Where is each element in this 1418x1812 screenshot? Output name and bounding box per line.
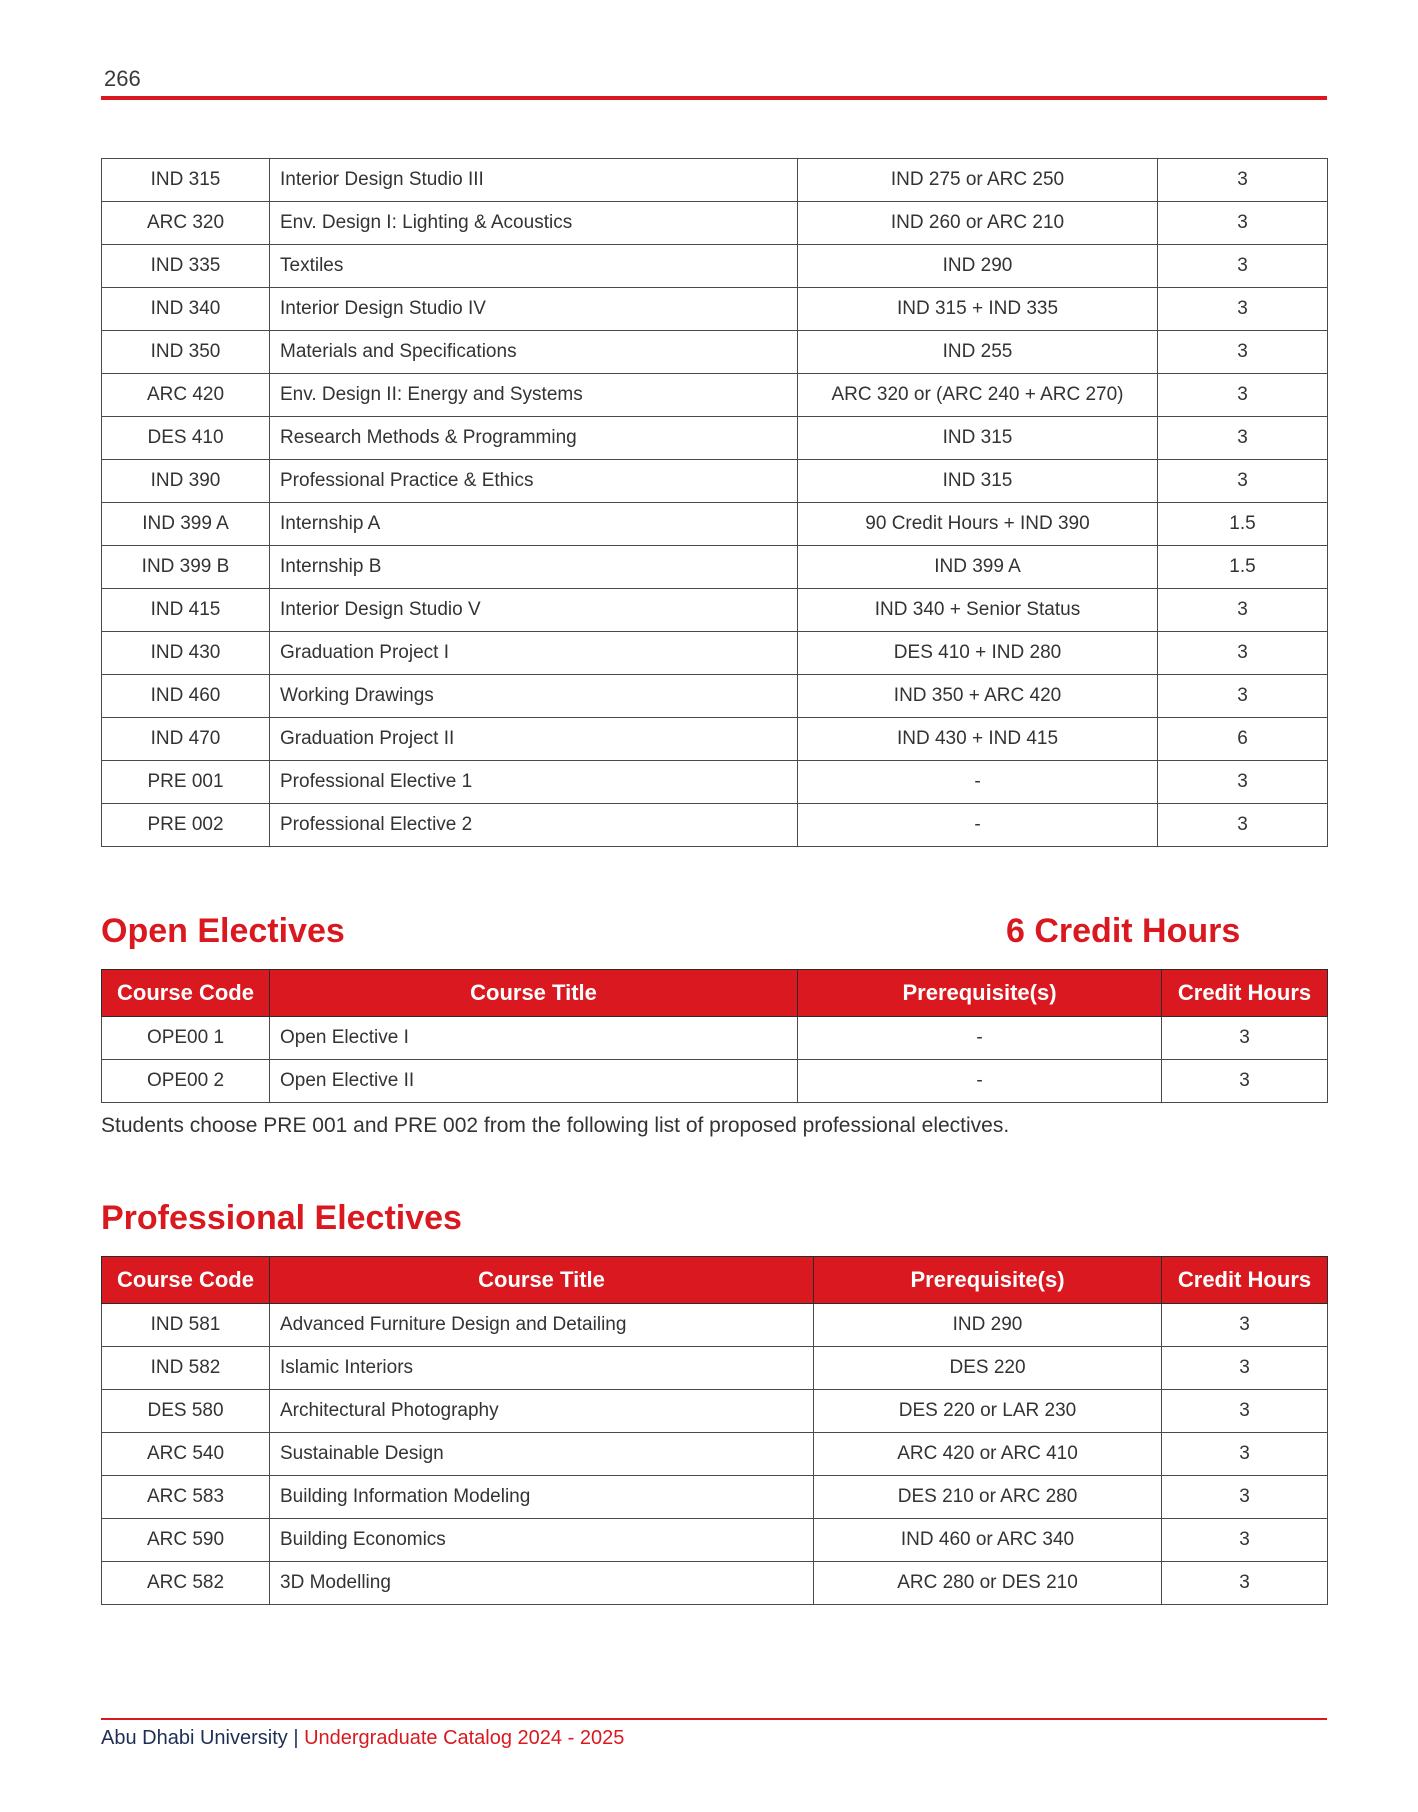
- credit-hours-cell: 6: [1158, 718, 1328, 761]
- table-row: [102, 546, 1328, 589]
- credit-hours-cell: 3: [1162, 1347, 1328, 1390]
- table-row: [102, 417, 1328, 460]
- course-code-cell: ARC 420: [102, 374, 270, 417]
- course-title-cell: Materials and Specifications: [270, 331, 798, 374]
- table-row: [102, 503, 1328, 546]
- prerequisite-cell: IND 340 + Senior Status: [798, 589, 1158, 632]
- table-row: [102, 761, 1328, 804]
- table-header-row: [102, 970, 1328, 1017]
- table-row: [102, 1433, 1328, 1476]
- credit-hours-cell: 3: [1158, 288, 1328, 331]
- course-code-cell: DES 410: [102, 417, 270, 460]
- column-header-credit-hours: Credit Hours: [1162, 970, 1328, 1017]
- course-code-cell: IND 430: [102, 632, 270, 675]
- prerequisite-cell: IND 399 A: [798, 546, 1158, 589]
- header-divider: [101, 96, 1327, 100]
- prerequisite-cell: IND 290: [798, 245, 1158, 288]
- page-number: 266: [104, 66, 141, 91]
- table-row: [102, 331, 1328, 374]
- course-title-cell: Env. Design I: Lighting & Acoustics: [270, 202, 798, 245]
- prerequisite-cell: DES 210 or ARC 280: [814, 1476, 1162, 1519]
- table-row: [102, 460, 1328, 503]
- course-title-cell: Internship A: [270, 503, 798, 546]
- credit-hours-cell: 3: [1158, 417, 1328, 460]
- course-code-cell: IND 340: [102, 288, 270, 331]
- credit-hours-cell: 3: [1162, 1476, 1328, 1519]
- course-code-cell: IND 415: [102, 589, 270, 632]
- course-title-cell: 3D Modelling: [270, 1562, 814, 1605]
- footer-divider: [101, 1718, 1327, 1720]
- footer-catalog: Undergraduate Catalog 2024 - 2025: [304, 1727, 625, 1749]
- course-code-cell: DES 580: [102, 1390, 270, 1433]
- prerequisite-cell: -: [798, 1017, 1162, 1060]
- course-code-cell: PRE 001: [102, 761, 270, 804]
- core-courses-table: [101, 158, 1328, 847]
- course-title-cell: Interior Design Studio V: [270, 589, 798, 632]
- prerequisite-cell: IND 430 + IND 415: [798, 718, 1158, 761]
- table-row: [102, 1017, 1328, 1060]
- footer-university: Abu Dhabi University: [101, 1727, 288, 1749]
- table-row: [102, 632, 1328, 675]
- prerequisite-cell: DES 220: [814, 1347, 1162, 1390]
- credit-hours-cell: 1.5: [1158, 546, 1328, 589]
- course-code-cell: OPE00 2: [102, 1060, 270, 1103]
- table-row: [102, 374, 1328, 417]
- course-code-cell: IND 390: [102, 460, 270, 503]
- course-code-cell: IND 582: [102, 1347, 270, 1390]
- course-code-cell: ARC 590: [102, 1519, 270, 1562]
- course-title-cell: Building Economics: [270, 1519, 814, 1562]
- prerequisite-cell: ARC 420 or ARC 410: [814, 1433, 1162, 1476]
- course-title-cell: Sustainable Design: [270, 1433, 814, 1476]
- course-title-cell: Working Drawings: [270, 675, 798, 718]
- prerequisite-cell: IND 315: [798, 417, 1158, 460]
- table-row: [102, 202, 1328, 245]
- table-row: [102, 1304, 1328, 1347]
- table-row: [102, 245, 1328, 288]
- table-row: [102, 1562, 1328, 1605]
- prerequisite-cell: ARC 280 or DES 210: [814, 1562, 1162, 1605]
- course-title-cell: Advanced Furniture Design and Detailing: [270, 1304, 814, 1347]
- course-code-cell: IND 581: [102, 1304, 270, 1347]
- prerequisite-cell: -: [798, 804, 1158, 847]
- prerequisite-cell: ARC 320 or (ARC 240 + ARC 270): [798, 374, 1158, 417]
- credit-hours-cell: 3: [1162, 1433, 1328, 1476]
- table-row: [102, 1476, 1328, 1519]
- course-code-cell: ARC 540: [102, 1433, 270, 1476]
- professional-electives-table: [101, 1256, 1328, 1605]
- credit-hours-cell: 3: [1158, 589, 1328, 632]
- credit-hours-cell: 3: [1162, 1304, 1328, 1347]
- course-title-cell: Env. Design II: Energy and Systems: [270, 374, 798, 417]
- credit-hours-cell: 3: [1158, 632, 1328, 675]
- prerequisite-cell: IND 275 or ARC 250: [798, 159, 1158, 202]
- table-row: [102, 718, 1328, 761]
- course-title-cell: Textiles: [270, 245, 798, 288]
- credit-hours-cell: 3: [1158, 460, 1328, 503]
- course-code-cell: ARC 582: [102, 1562, 270, 1605]
- column-header-credit-hours: Credit Hours: [1162, 1257, 1328, 1304]
- course-title-cell: Graduation Project II: [270, 718, 798, 761]
- course-title-cell: Building Information Modeling: [270, 1476, 814, 1519]
- table-row: [102, 589, 1328, 632]
- course-code-cell: ARC 320: [102, 202, 270, 245]
- course-title-cell: Research Methods & Programming: [270, 417, 798, 460]
- electives-note: Students choose PRE 001 and PRE 002 from the following list of proposed professional electives.: [101, 1114, 1010, 1137]
- course-title-cell: Architectural Photography: [270, 1390, 814, 1433]
- course-code-cell: IND 335: [102, 245, 270, 288]
- credit-hours-cell: 3: [1162, 1519, 1328, 1562]
- course-title-cell: Graduation Project I: [270, 632, 798, 675]
- prerequisite-cell: IND 350 + ARC 420: [798, 675, 1158, 718]
- table-row: [102, 675, 1328, 718]
- footer-separator: |: [293, 1727, 299, 1749]
- course-title-cell: Open Elective II: [270, 1060, 798, 1103]
- credit-hours-cell: 3: [1158, 675, 1328, 718]
- table-row: [102, 1390, 1328, 1433]
- prerequisite-cell: -: [798, 761, 1158, 804]
- credit-hours-cell: 3: [1158, 245, 1328, 288]
- prerequisite-cell: IND 290: [814, 1304, 1162, 1347]
- prerequisite-cell: IND 315 + IND 335: [798, 288, 1158, 331]
- course-title-cell: Internship B: [270, 546, 798, 589]
- credit-hours-cell: 3: [1158, 331, 1328, 374]
- table-row: [102, 1347, 1328, 1390]
- course-code-cell: OPE00 1: [102, 1017, 270, 1060]
- open-electives-title: Open Electives: [101, 912, 345, 950]
- course-code-cell: IND 399 A: [102, 503, 270, 546]
- table-header-row: [102, 1257, 1328, 1304]
- course-code-cell: IND 399 B: [102, 546, 270, 589]
- course-title-cell: Professional Elective 2: [270, 804, 798, 847]
- course-code-cell: IND 460: [102, 675, 270, 718]
- table-row: [102, 288, 1328, 331]
- open-electives-credit-hours: 6 Credit Hours: [1006, 912, 1241, 950]
- prerequisite-cell: DES 410 + IND 280: [798, 632, 1158, 675]
- table-row: [102, 1519, 1328, 1562]
- course-code-cell: IND 350: [102, 331, 270, 374]
- footer: [101, 1727, 624, 1750]
- prerequisite-cell: IND 255: [798, 331, 1158, 374]
- table-row: [102, 1060, 1328, 1103]
- prerequisite-cell: IND 315: [798, 460, 1158, 503]
- credit-hours-cell: 3: [1158, 761, 1328, 804]
- open-electives-table: [101, 969, 1328, 1103]
- credit-hours-cell: 3: [1158, 374, 1328, 417]
- credit-hours-cell: 3: [1162, 1060, 1328, 1103]
- column-header-course-title: Course Title: [270, 1257, 814, 1304]
- prerequisite-cell: 90 Credit Hours + IND 390: [798, 503, 1158, 546]
- credit-hours-cell: 1.5: [1158, 503, 1328, 546]
- column-header-course-code: Course Code: [102, 970, 270, 1017]
- course-code-cell: IND 315: [102, 159, 270, 202]
- course-title-cell: Professional Elective 1: [270, 761, 798, 804]
- credit-hours-cell: 3: [1162, 1017, 1328, 1060]
- column-header-prerequisites: Prerequisite(s): [814, 1257, 1162, 1304]
- course-code-cell: IND 470: [102, 718, 270, 761]
- course-title-cell: Islamic Interiors: [270, 1347, 814, 1390]
- credit-hours-cell: 3: [1158, 159, 1328, 202]
- column-header-course-title: Course Title: [270, 970, 798, 1017]
- credit-hours-cell: 3: [1158, 804, 1328, 847]
- column-header-course-code: Course Code: [102, 1257, 270, 1304]
- table-row: [102, 159, 1328, 202]
- prerequisite-cell: IND 460 or ARC 340: [814, 1519, 1162, 1562]
- column-header-prerequisites: Prerequisite(s): [798, 970, 1162, 1017]
- credit-hours-cell: 3: [1158, 202, 1328, 245]
- course-code-cell: PRE 002: [102, 804, 270, 847]
- course-code-cell: ARC 583: [102, 1476, 270, 1519]
- prerequisite-cell: DES 220 or LAR 230: [814, 1390, 1162, 1433]
- prerequisite-cell: IND 260 or ARC 210: [798, 202, 1158, 245]
- prerequisite-cell: -: [798, 1060, 1162, 1103]
- table-row: [102, 804, 1328, 847]
- course-title-cell: Interior Design Studio III: [270, 159, 798, 202]
- course-title-cell: Professional Practice & Ethics: [270, 460, 798, 503]
- credit-hours-cell: 3: [1162, 1390, 1328, 1433]
- course-title-cell: Open Elective I: [270, 1017, 798, 1060]
- course-title-cell: Interior Design Studio IV: [270, 288, 798, 331]
- professional-electives-title: Professional Electives: [101, 1199, 462, 1237]
- credit-hours-cell: 3: [1162, 1562, 1328, 1605]
